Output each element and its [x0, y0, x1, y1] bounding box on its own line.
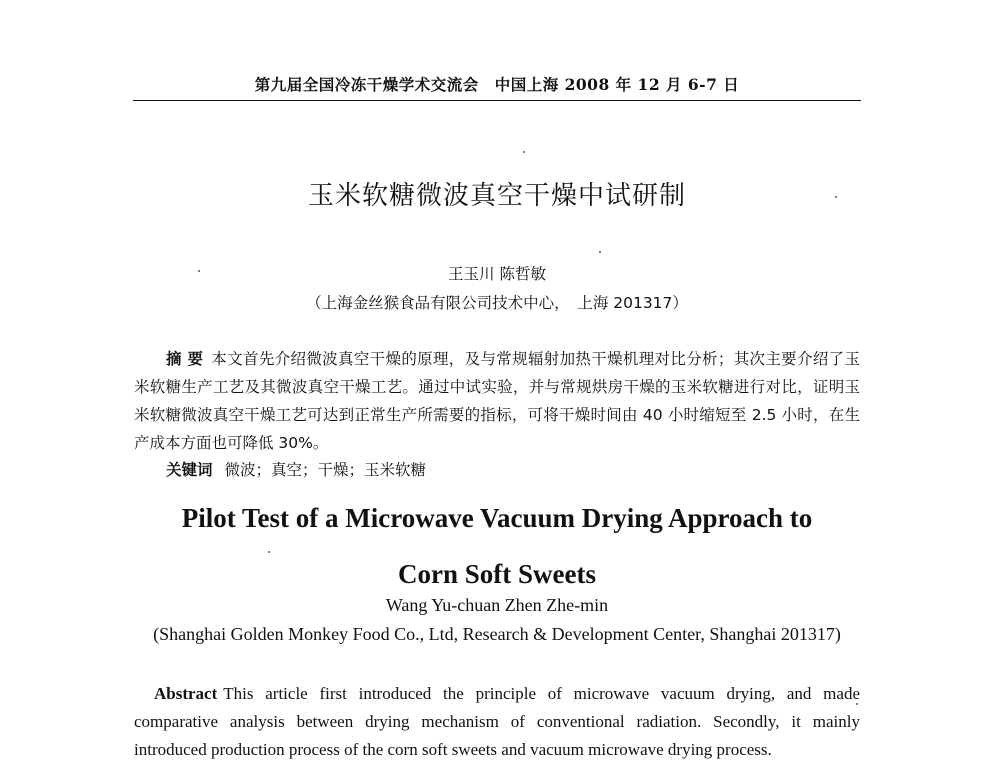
paper-title-en-line1: Pilot Test of a Microwave Vacuum Drying Approach to [181, 503, 813, 533]
paper-title-en [133, 490, 861, 602]
scan-speck [523, 151, 525, 153]
keywords-cn [166, 458, 856, 480]
paper-title-cn: 玉米软糖微波真空干燥中试研制 [307, 181, 686, 211]
scan-speck [268, 551, 270, 553]
authors-cn: 王玉川 陈哲敏 [448, 265, 546, 283]
abstract-cn-label: 摘 要 [166, 350, 204, 368]
scan-speck [856, 703, 858, 705]
abstract-en-label: Abstract [154, 684, 218, 703]
affiliation-cn: （上海金丝猴食品有限公司技术中心， 上海 201317） [306, 294, 688, 312]
abstract-cn [134, 345, 860, 457]
conference-header: 第九届全国冷冻干燥学术交流会 中国上海 2008 年 12 月 6-7 日 [254, 75, 740, 94]
scan-speck [835, 196, 837, 198]
header-rule [133, 100, 861, 101]
paper-title-en-line2: Corn Soft Sweets [398, 559, 596, 589]
keywords-cn-text: 微波；真空；干燥；玉米软糖 [224, 461, 427, 479]
scan-speck [599, 251, 601, 253]
abstract-en-text: This article first introduced the principle of microwave vacuum drying, and made comparative analysis between drying mechanism of conventional radiation. Secondly, it mainly introduced production process of the corn soft sweets and vacuum microwave drying process. [134, 684, 860, 759]
authors-en: Wang Yu-chuan Zhen Zhe-min [385, 595, 609, 615]
affiliation-en: (Shanghai Golden Monkey Food Co., Ltd, Research & Development Center, Shanghai 201317) [153, 624, 841, 644]
keywords-cn-label: 关键词 [166, 461, 213, 479]
abstract-cn-text: 本文首先介绍微波真空干燥的原理，及与常规辐射加热干燥机理对比分析；其次主要介绍了玉米软糖生产工艺及其微波真空干燥工艺。通过中试实验，并与常规烘房干燥的玉米软糖进行对比，证明玉米软糖微波真空干燥工艺可达到正常生产所需要的指标，可将干燥时间由 40 小时缩短至 2.5 小时，在生产成本方面也可降低 30%。 [134, 350, 860, 452]
abstract-en [134, 680, 860, 764]
scan-speck [198, 270, 200, 272]
